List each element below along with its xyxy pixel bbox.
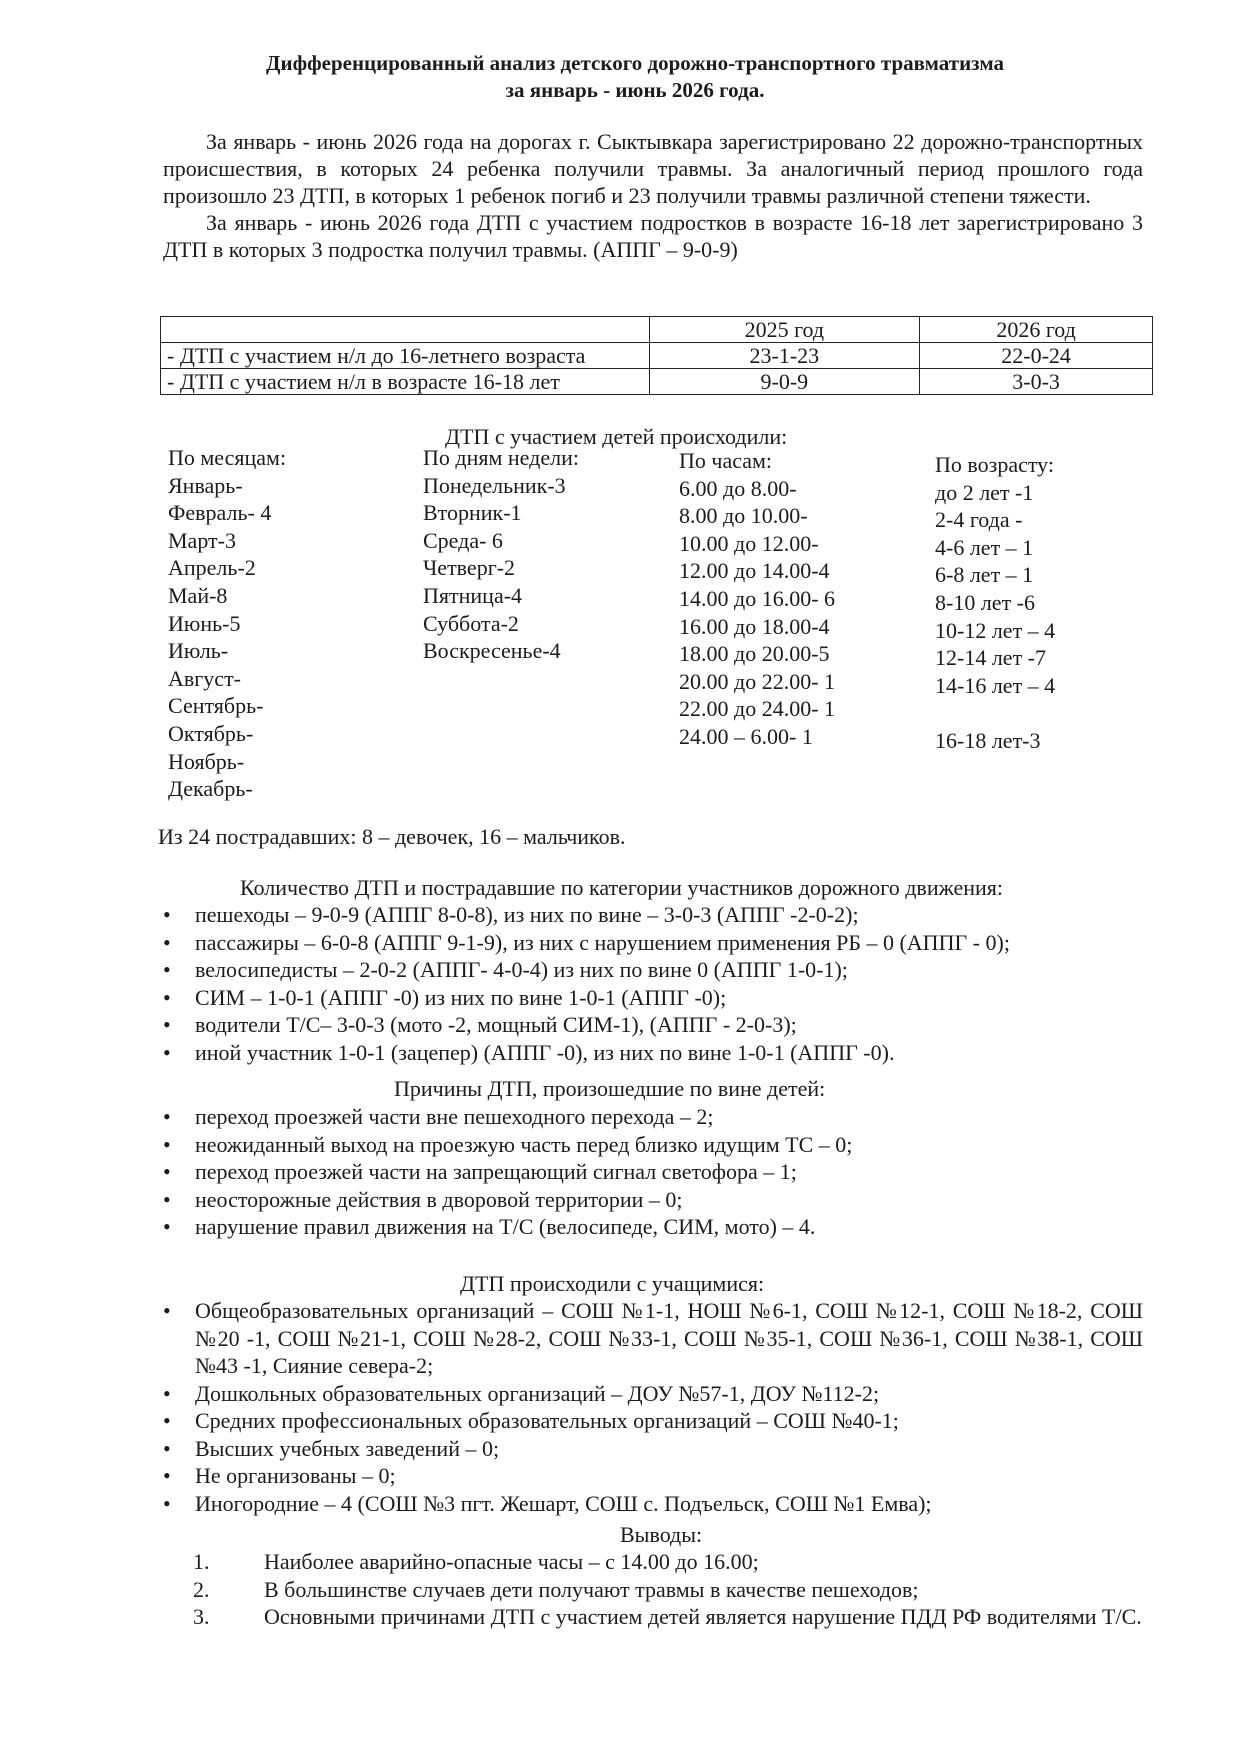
item-text: В большинстве случаев дети получают травмы в качестве пешеходов; xyxy=(264,1576,919,1602)
list-item: 16-18 лет-3 xyxy=(935,727,1041,753)
conclusions-heading: Выводы: xyxy=(620,1522,703,1547)
conclusions-list xyxy=(193,1548,1143,1631)
title-line-1: Дифференцированный анализ детского дорожно-транспортного травматизма xyxy=(266,51,1004,75)
table-row xyxy=(161,343,1153,369)
students-heading: ДТП происходили с учащимися: xyxy=(460,1271,765,1296)
list-item: • неосторожные действия в дворовой территории – 0; xyxy=(163,1186,1143,1214)
list-item: 6.00 до 8.00- xyxy=(679,475,797,501)
document-title xyxy=(160,50,1110,104)
list-item: • Дошкольных образовательных организаций – ДОУ №57-1, ДОУ №112-2; xyxy=(163,1380,1143,1408)
list-item: Воскресенье-4 xyxy=(423,638,561,664)
list-item: 8.00 до 10.00- xyxy=(679,503,808,529)
by-hour-column xyxy=(679,447,835,751)
summary-table xyxy=(160,316,1153,395)
list-item: 18.00 до 20.00-5 xyxy=(679,641,830,667)
list-item: • водители Т/С– 3-0-3 (мото -2, мощный СИМ-1), (АППГ - 2-0-3); xyxy=(163,1011,1143,1039)
list-item: Пятница-4 xyxy=(423,582,523,608)
victims-note: Из 24 пострадавших: 8 – девочек, 16 – мальчиков. xyxy=(158,824,626,849)
list-item: • неожиданный выход на проезжую часть перед близко идущим ТС – 0; xyxy=(163,1131,1143,1159)
causes-list xyxy=(163,1103,1143,1241)
list-item: Среда- 6 xyxy=(423,527,503,553)
table-header-row xyxy=(161,317,1153,343)
intro-paragraph-1: За январь - июнь 2026 года на дорогах г. Сыктывкара зарегистрировано 22 дорожно-транспортных происшествия, в которых 24 ребенка получили травмы. За аналогичный период прошлого года произошло 23 ДТП, в которых 1 ребенок погиб и 23 получили травмы различной степени тяжести. xyxy=(163,129,1143,208)
list-item: до 2 лет -1 xyxy=(935,479,1034,505)
by-weekday-heading: По дням недели: xyxy=(423,445,579,470)
list-item: Июнь-5 xyxy=(168,610,241,636)
list-item: 20.00 до 22.00- 1 xyxy=(679,668,836,694)
item-text: Наиболее аварийно-опасные часы – с 14.00 до 16.00; xyxy=(264,1549,759,1574)
categories-list xyxy=(163,901,1143,1066)
list-item: Январь- xyxy=(168,472,243,498)
by-month-heading: По месяцам: xyxy=(168,445,287,470)
item-number: 2. xyxy=(193,1576,210,1602)
distribution-heading: ДТП с участием детей происходили: xyxy=(445,424,788,449)
list-item: 10-12 лет – 4 xyxy=(935,617,1056,643)
list-item: 24.00 – 6.00- 1 xyxy=(679,723,813,749)
list-item: 12.00 до 14.00-4 xyxy=(679,558,830,584)
list-item: 12-14 лет -7 xyxy=(935,645,1047,671)
list-item: 10.00 до 12.00- xyxy=(679,530,819,556)
table-cell: - ДТП с участием н/л до 16-летнего возраста xyxy=(161,343,650,369)
list-item: Февраль- 4 xyxy=(168,500,272,526)
list-item: Понедельник-3 xyxy=(423,472,566,498)
table-header-cell: 2025 год xyxy=(649,317,920,343)
by-month-column xyxy=(168,444,286,803)
table-cell: 22-0-24 xyxy=(920,343,1153,369)
list-item: 16.00 до 18.00-4 xyxy=(679,613,830,639)
table-header-cell: 2026 год xyxy=(920,317,1153,343)
list-item: • Высших учебных заведений – 0; xyxy=(163,1435,1143,1463)
list-item: • СИМ – 1-0-1 (АППГ -0) из них по вине 1-0-1 (АППГ -0); xyxy=(163,984,1143,1012)
list-item: Июль- xyxy=(168,638,229,664)
list-item: Май-8 xyxy=(168,582,228,608)
list-item: • Не организованы – 0; xyxy=(163,1462,1143,1490)
intro-paragraph-2: За январь - июнь 2026 года ДТП с участием подростков в возрасте 16-18 лет зарегистрировано 3 ДТП в которых 3 подростка получил травмы. (АППГ – 9-0-9) xyxy=(163,210,1143,262)
blank-line xyxy=(935,699,1055,727)
list-item xyxy=(163,1603,1143,1631)
table-header-cell xyxy=(161,317,650,343)
by-age-column xyxy=(935,451,1055,755)
list-item: Апрель-2 xyxy=(168,555,256,581)
list-item: Декабрь- xyxy=(168,776,253,802)
list-item: Ноябрь- xyxy=(168,748,245,774)
item-text: Основными причинами ДТП с участием детей является нарушение ПДД РФ водителями Т/С. xyxy=(264,1604,1142,1629)
list-item: 14-16 лет – 4 xyxy=(935,672,1056,698)
list-item: Август- xyxy=(168,665,242,691)
table-cell: 23-1-23 xyxy=(649,343,920,369)
categories-heading: Количество ДТП и пострадавшие по категории участников дорожного движения: xyxy=(240,875,1004,900)
list-item: • иной участник 1-0-1 (зацепер) (АППГ -0), из них по вине 1-0-1 (АППГ -0). xyxy=(163,1039,1143,1067)
list-item: • велосипедисты – 2-0-2 (АППГ- 4-0-4) из них по вине 0 (АППГ 1-0-1); xyxy=(163,956,1143,984)
list-item: 8-10 лет -6 xyxy=(935,589,1036,615)
item-number: 3. xyxy=(193,1604,210,1629)
list-item: • нарушение правил движения на Т/С (велосипеде, СИМ, мото) – 4. xyxy=(163,1213,1143,1241)
title-line-2: за январь - июнь 2026 года. xyxy=(505,78,765,102)
list-item: • пешеходы – 9-0-9 (АППГ 8-0-8), из них по вине – 3-0-3 (АППГ -2-0-2); xyxy=(163,901,1143,929)
list-item: 6-8 лет – 1 xyxy=(935,562,1034,588)
list-item: Март-3 xyxy=(168,527,236,553)
list-item xyxy=(193,1548,1143,1576)
list-item: 4-6 лет – 1 xyxy=(935,534,1034,560)
by-weekday-column xyxy=(423,444,579,665)
item-number: 1. xyxy=(193,1549,210,1574)
table-row xyxy=(161,369,1153,395)
list-item: • переход проезжей части вне пешеходного перехода – 2; xyxy=(163,1103,1143,1131)
intro-section xyxy=(163,128,1143,263)
table-cell: 9-0-9 xyxy=(649,369,920,395)
list-item: 22.00 до 24.00- 1 xyxy=(679,696,836,722)
list-item: 2-4 года - xyxy=(935,507,1023,533)
list-item: • Средних профессиональных образовательных организаций – СОШ №40-1; xyxy=(163,1407,1143,1435)
list-item: Сентябрь- xyxy=(168,693,264,719)
list-item xyxy=(193,1576,1143,1604)
by-age-heading: По возрасту: xyxy=(935,452,1054,477)
list-item: • Иногородние – 4 (СОШ №3 пгт. Жешарт, СОШ с. Подъельск, СОШ №1 Емва); xyxy=(163,1490,1143,1518)
list-item: • переход проезжей части на запрещающий сигнал светофора – 1; xyxy=(163,1158,1143,1186)
list-item: Суббота-2 xyxy=(423,610,519,636)
list-item: 14.00 до 16.00- 6 xyxy=(679,585,836,611)
list-item: • Общеобразовательных организаций – СОШ №1-1, НОШ №6-1, СОШ №12-1, СОШ №18-2, СОШ №20 -1, СОШ №21-1, СОШ №28-2, СОШ №33-1, СОШ №35-1, СОШ №36-1, СОШ №38-1, СОШ №43 -1, Сияние севера-2; xyxy=(163,1297,1143,1380)
list-item: Четверг-2 xyxy=(423,555,516,581)
list-item: Октябрь- xyxy=(168,720,254,746)
causes-heading: Причины ДТП, произошедшие по вине детей: xyxy=(394,1076,826,1101)
table-cell: - ДТП с участием н/л в возрасте 16-18 лет xyxy=(161,369,650,395)
list-item: • пассажиры – 6-0-8 (АППГ 9-1-9), из них с нарушением применения РБ – 0 (АППГ - 0); xyxy=(163,929,1143,957)
list-item: Вторник-1 xyxy=(423,500,522,526)
table-cell: 3-0-3 xyxy=(920,369,1153,395)
by-hour-heading: По часам: xyxy=(679,448,773,473)
students-list xyxy=(163,1297,1143,1517)
